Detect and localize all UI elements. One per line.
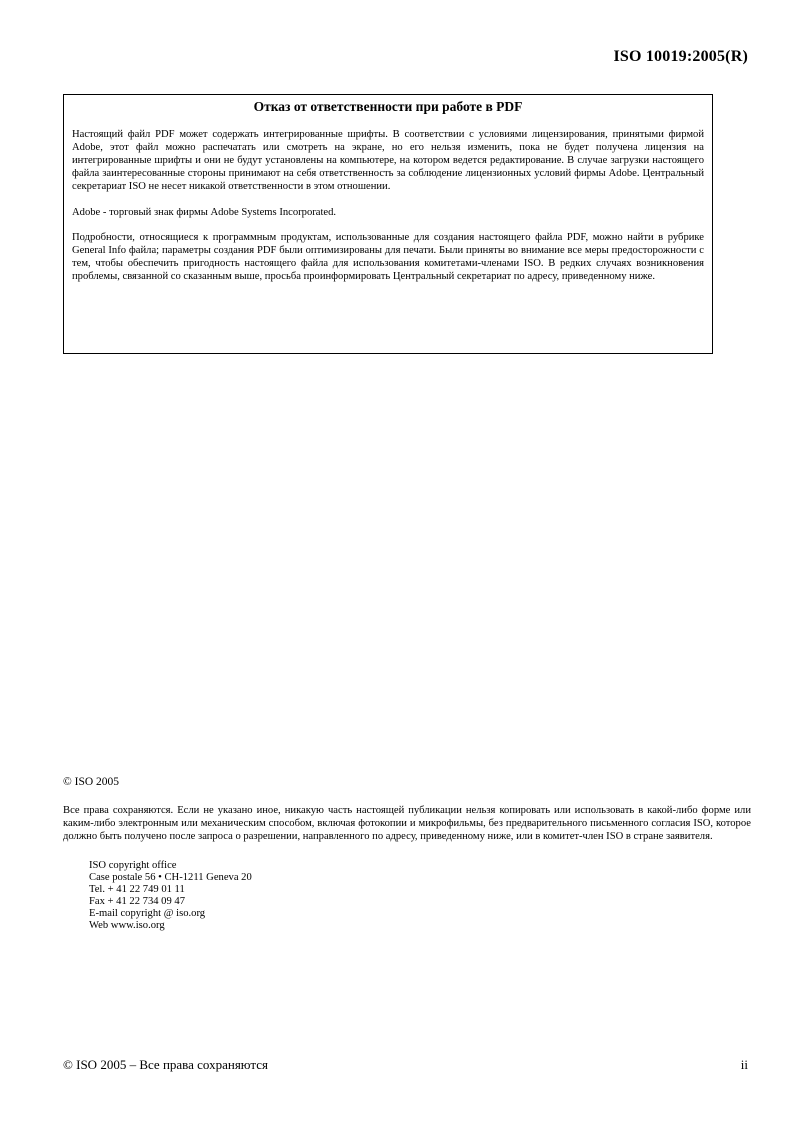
pdf-disclaimer-box	[63, 94, 713, 354]
address-web: Web www.iso.org	[89, 920, 165, 932]
address-office: ISO copyright office	[89, 860, 177, 871]
disclaimer-paragraph-details: Подробности, относящиеся к программным продуктам, использованные для создания настоящего файла PDF, можно найти в рубрике General Info файла; параметры создания PDF были оптимизированы для печати. Были приняты во внимание все меры предосторожности с тем, чтобы обеспечить пригодность настоящего файла для использования комитетами-членами ISO. В редких случаях возникновения проблемы, связанной со сказанным выше, просьба проинформировать Центральный секретариат по адресу, приведенному ниже.	[72, 232, 704, 283]
disclaimer-paragraph-fonts: Настоящий файл PDF может содержать интегрированные шрифты. В соответствии с условиями лицензирования, принятыми фирмой Adobe, этот файл можно распечатать или смотреть на экране, но его нельзя изменить, пока не будет получена лицензия на интегрированные шрифты и они не будут установлены на компьютере, на котором ведется редактирование. В случае загрузки настоящего файла заинтересованные стороны принимают на себя ответственность за соблюдение лицензионных условий фирмы Adobe. Центральный секретариат ISO не несет никакой ответственности в этом отношении.	[72, 129, 704, 192]
address-fax: Fax + 41 22 734 09 47	[89, 896, 186, 908]
copyright-office-address	[89, 860, 751, 933]
page-number: ii	[740, 1057, 748, 1072]
footer-copyright: © ISO 2005 – Все права сохраняются	[63, 1057, 268, 1072]
copyright-notice: © ISO 2005	[63, 776, 120, 788]
rights-reserved-text: Все права сохраняются. Если не указано иное, никакую часть настоящей публикации нельзя копировать или использовать в какой-либо форме или каким-либо электронным или механическим способом, включая фотокопии и микрофильмы, без предварительного письменного согласия ISO, которое должно быть получено после запроса о разрешении, направленного по адресу, приведенному ниже, или в комитет-член ISO в стране заявителя.	[63, 805, 751, 842]
address-postal: Case postale 56 • CH-1211 Geneva 20	[89, 872, 252, 884]
disclaimer-paragraph-trademark: Adobe - торговый знак фирмы Adobe Systems Incorporated.	[72, 206, 337, 218]
copyright-section	[63, 776, 751, 933]
disclaimer-title: Отказ от ответственности при работе в PDF	[253, 99, 523, 114]
address-email: E-mail copyright @ iso.org	[89, 908, 206, 920]
document-id: ISO 10019:2005(R)	[613, 48, 748, 65]
address-tel: Tel. + 41 22 749 01 11	[89, 884, 185, 896]
